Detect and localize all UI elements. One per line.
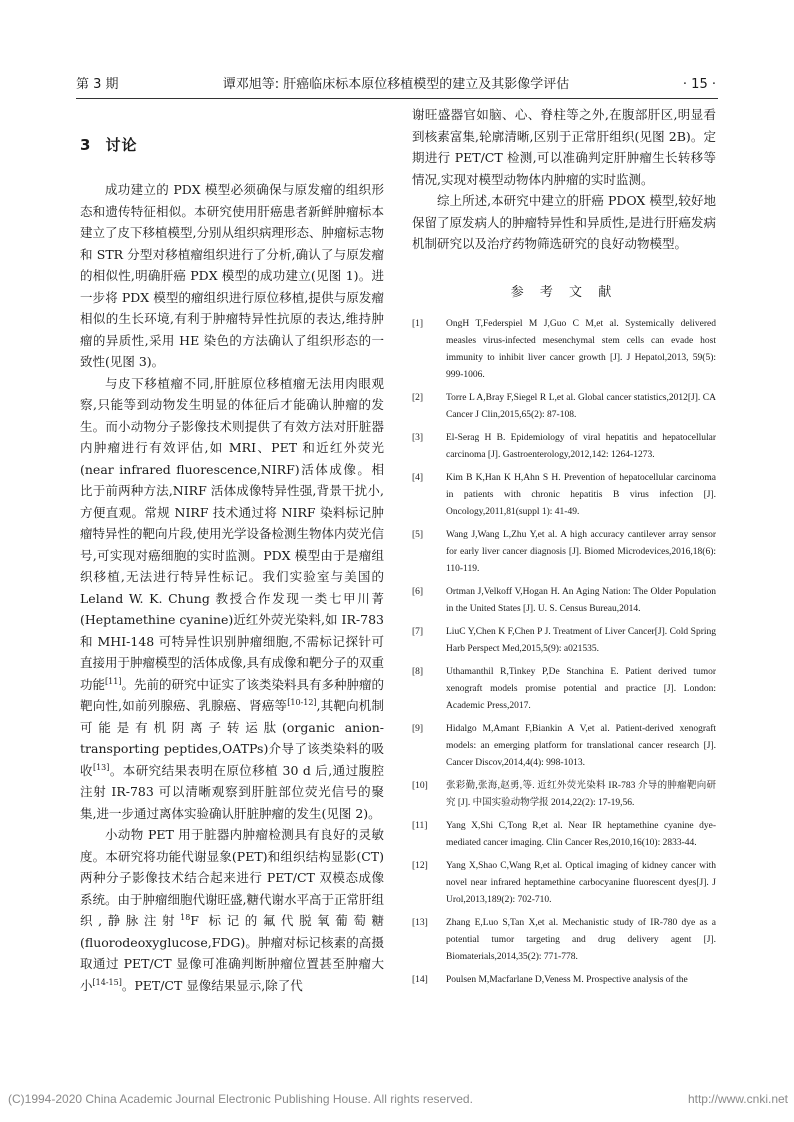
reference-text: Torre L A,Bray F,Siegel R L,et al. Global cancer statistics,2012[J]. CA Cancer J Clin,2015,65(2): 87-108. [446,392,716,420]
reference-number: [12] [412,860,428,871]
paragraph [80,179,384,373]
paragraph-text: 与皮下移植瘤不同,肝脏原位移植瘤无法用肉眼观察,只能等到动物发生明显的体征后才能确认肿瘤的发生。而小动物分子影像技术则提供了有效方法对肝脏器内肿瘤进行有效评估,如 MRI、PET 和近红外荧光(near infrared fluorescence,NIRF)活体成像。相比于前两种方法,NIRF 活体成像特异性强,背景干扰小,方便直观。常规 NIRF 技术通过将 NIRF 染料标记肿瘤特异性的靶向片段,使用光学设备检测生物体内荧光信号,可实现对癌细胞的实时监测。PDX 模型由于是瘤组织移植,无法进行特异性标记。我们实验室与美国的 Leland W. K. Chung 教授合作发现一类七甲川菁(Heptamethine cyanine)近红外荧光染料,如 IR-783 和 MHI-148 可特异性识别肿瘤细胞,不需标记探针可直接用于肿瘤模型的活体成像,具有成像和靶分子的双重功能 [80,375,384,692]
left-column [80,104,384,996]
reference-text: Poulsen M,Macfarlane D,Veness M. Prospective analysis of the [446,974,688,985]
copyright-notice: (C)1994-2020 China Academic Journal Electronic Publishing House. All rights reserved. [8,1092,473,1106]
reference-number: [5] [412,529,424,540]
page-number: · 15 · [682,77,716,92]
footer-url[interactable]: http://www.cnki.net [687,1092,788,1106]
reference-number: [14] [412,974,428,985]
reference-number: [8] [412,666,424,677]
paragraph-text: 。PET/CT 显像结果显示,除了代 [121,977,303,993]
reference-item [412,664,716,715]
reference-text: El-Serag H B. Epidemiology of viral hepatitis and hepatocellular carcinoma [J]. Gastroenterology,2012,142: 1264-1273. [446,432,716,460]
citation-marker[interactable]: [13] [92,762,110,772]
reference-text: Hidalgo M,Amant F,Biankin A V,et al. Patient-derived xenograft models: an emerging platform for translational cancer research [J]. Cancer Discov,2014,4(4): 998-1013. [446,723,716,768]
reference-list [412,316,716,989]
reference-text: Wang J,Wang L,Zhu Y,et al. A high accuracy cantilever array sensor for early liver cancer diagnosis [J]. Biomed Microdevices,2016,18(6): 110-119. [446,529,716,574]
citation-marker[interactable]: 18 [180,912,191,922]
reference-item [412,390,716,424]
reference-number: [2] [412,392,424,403]
running-title: 谭邓旭等: 肝癌临床标本原位移植模型的建立及其影像学评估 [222,77,570,92]
running-header [76,74,716,96]
references-heading: 参 考 文 献 [510,284,618,300]
reference-text: Kim B K,Han K H,Ahn S H. Prevention of hepatocellular carcinoma in patients with chronic hepatitis B virus infection [J]. Oncology,2011,81(suppl 1): 41-49. [446,472,716,517]
reference-text: Uthamanthil R,Tinkey P,De Stanchina E. Patient derived tumor xenograft models promise potential and practice [J]. London: Academic Press,2017. [446,666,716,711]
reference-text: Yang X,Shao C,Wang R,et al. Optical imaging of kidney cancer with novel near infrared heptamethine carbocyanine fluorescent dyes[J]. J Urol,2013,189(2): 702-710. [446,860,716,905]
right-column [412,104,716,995]
reference-item [412,527,716,578]
reference-item [412,430,716,464]
reference-number: [13] [412,917,428,928]
reference-item [412,624,716,658]
left-body-text [80,179,384,996]
paragraph [412,190,716,255]
paragraph [412,104,716,190]
reference-item [412,470,716,521]
paragraph-text: 成功建立的 PDX 模型必须确保与原发瘤的组织形态和遗传特征相似。本研究使用肝癌患者新鲜肿瘤标本建立了皮下移植模型,分别从组织病理形态、肿瘤标志物和 STR 分型对移植瘤组织进行了分析,确认了与原发瘤的相似性,明确肝癌 PDX 模型的成功建立(见图 1)。进一步将 PDX 模型的瘤组织进行原位移植,提供与原发瘤相似的生长环境,有利于肿瘤特异性抗原的表达,维持肿瘤的异质性,采用 HE 染色的方法确认了组织形态的一致性(见图 3)。 [80,182,384,369]
reference-item [412,915,716,966]
header-rule [76,98,718,99]
paragraph-text: 综上所述,本研究中建立的肝癌 PDOX 模型,较好地保留了原发病人的肿瘤特异性和异质性,是进行肝癌发病机制研究以及治疗药物筛选研究的良好动物模型。 [412,193,716,251]
paragraph [80,824,384,996]
paragraph-text: 。本研究结果表明在原位移植 30 d 后,通过腹腔注射 IR-783 可以清晰观察到肝脏部位荧光信号的聚集,进一步通过离体实验确认肝脏肿瘤的发生(见图 2)。 [80,762,384,821]
reference-number: [11] [412,820,428,831]
reference-text: OngH T,Federspiel M J,Guo C M,et al. Systemically delivered measles virus-infected mesenchymal stem cells can evade host immunity to inhibit liver cancer growth [J]. J Hepatol,2013, 59(5): 999-1006. [446,318,716,380]
reference-number: [10] [412,780,428,791]
paragraph-text: F 标记的氟代脱氧葡萄糖(fluorodeoxyglucose,FDG)。肿瘤对标记核素的高摄取通过 PET/CT 显像可准确判断肿瘤位置甚至肿瘤大小 [80,913,384,993]
reference-item [412,858,716,909]
reference-number: [9] [412,723,424,734]
right-body-text [412,104,716,255]
citation-marker[interactable]: [10-12] [287,697,317,707]
reference-number: [4] [412,472,424,483]
reference-item [412,972,716,989]
section-title: 讨论 [105,136,138,154]
reference-item [412,818,716,852]
reference-text: Yang X,Shi C,Tong R,et al. Near IR heptamethine cyanine dye-mediated cancer imaging. Clin Cancer Res,2010,16(10): 2833-44. [446,820,716,848]
reference-text: LiuC Y,Chen K F,Chen P J. Treatment of Liver Cancer[J]. Cold Spring Harb Perspect Med,2015,5(9): a021535. [446,626,716,654]
reference-item [412,584,716,618]
reference-item [412,316,716,384]
reference-number: [6] [412,586,424,597]
reference-number: [3] [412,432,424,443]
section-heading [80,134,384,155]
paragraph [80,373,384,825]
citation-marker[interactable]: [14-15] [92,977,122,987]
reference-text: 张彩勤,张海,赵勇,等. 近红外荧光染料 IR-783 介导的肿瘤靶向研究 [J]. 中国实验动物学报 2014,22(2): 17-19,56. [446,780,716,808]
reference-text: Ortman J,Velkoff V,Hogan H. An Aging Nation: The Older Population in the United States [J]. U. S. Census Bureau,2014. [446,586,716,614]
citation-marker[interactable]: [11] [105,676,122,686]
reference-number: [7] [412,626,424,637]
issue-label: 第 3 期 [76,77,119,92]
reference-item [412,778,716,812]
paragraph-text: 小动物 PET 用于脏器内肿瘤检测具有良好的灵敏度。本研究将功能代谢显象(PET)和组织结构显影(CT)两种分子影像技术结合起来进行 PET/CT 双模态成像系统。由于肿瘤细胞代谢旺盛,糖代谢水平高于正常肝组织,静脉注射 [80,827,384,928]
section-number: 3 [80,136,92,154]
paragraph-text: ,其靶向机制可能是有机阴离子转运肽(organic anion-transporting peptides,OATPs)介导了该类染料的吸收 [80,698,384,778]
paragraph-text: 谢旺盛器官如脑、心、脊柱等之外,在腹部肝区,明显看到核素富集,轮廓清晰,区别于正常肝组织(见图 2B)。定期进行 PET/CT 检测,可以准确判定肝肿瘤生长转移等情况,实现对模型动物体内肿瘤的实时监测。 [412,107,716,187]
paragraph-text: 。先前的研究中证实了该类染料具有多种肿瘤的靶向性,如前列腺癌、乳腺癌、肾癌等 [80,676,384,713]
reference-text: Zhang E,Luo S,Tan X,et al. Mechanistic study of IR-780 dye as a potential tumor targeting and drug delivery agent [J]. Biomaterials,2014,35(2): 771-778. [446,917,716,962]
reference-number: [1] [412,318,424,329]
reference-item [412,721,716,772]
